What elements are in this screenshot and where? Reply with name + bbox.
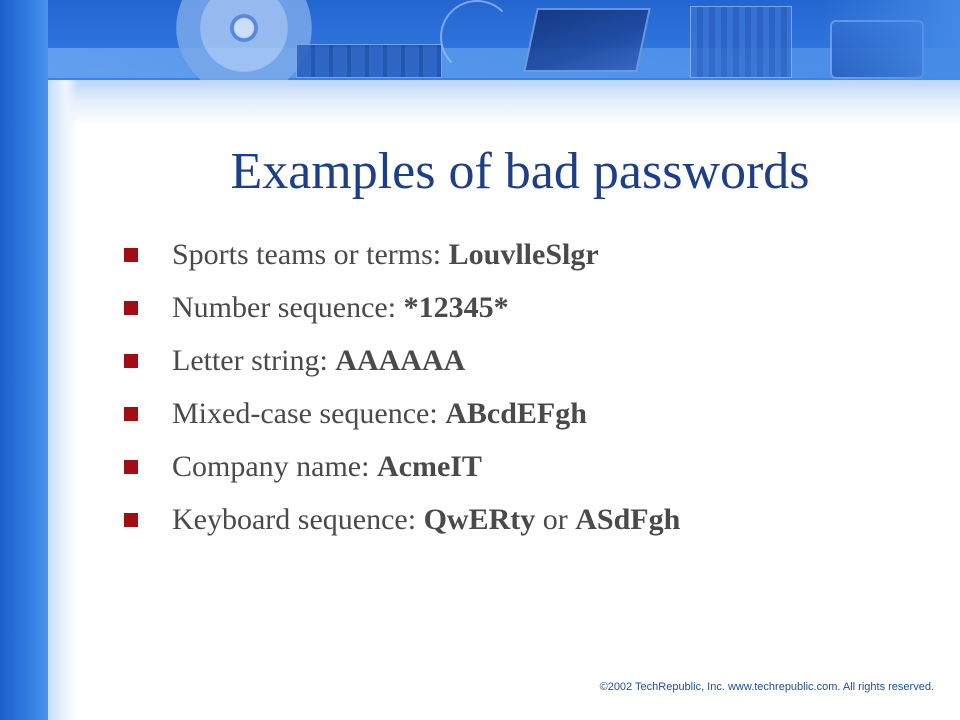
list-item xyxy=(124,387,680,440)
bullet-text xyxy=(172,445,482,489)
laptop-icon xyxy=(523,8,651,72)
bullet-text xyxy=(172,339,465,383)
bullet-example: *12345* xyxy=(403,290,509,324)
banner-glow xyxy=(48,80,960,126)
bullet-example: LouvlleSlgr xyxy=(448,237,599,271)
bullet-label: Company name: xyxy=(172,449,377,483)
list-item xyxy=(124,440,680,493)
bullet-text xyxy=(172,498,680,542)
square-bullet-icon xyxy=(124,407,138,421)
square-bullet-icon xyxy=(124,301,138,315)
square-bullet-icon xyxy=(124,354,138,368)
cd-disc-icon xyxy=(176,0,312,80)
slide-title: Examples of bad passwords xyxy=(230,143,810,200)
bullet-label: Sports teams or terms: xyxy=(172,237,449,271)
bullet-example: AcmeIT xyxy=(376,449,482,483)
square-bullet-icon xyxy=(124,248,138,262)
list-item xyxy=(124,281,680,334)
cable-icon xyxy=(440,0,514,74)
bullet-label: Mixed-case sequence: xyxy=(172,396,446,430)
bullet-text xyxy=(172,233,599,277)
bullet-text xyxy=(172,286,509,330)
bullet-example: AAAAAA xyxy=(335,343,466,377)
bullet-example: QwERty xyxy=(423,502,536,536)
bullet-example: ABcdEFgh xyxy=(445,396,587,430)
network-switch-icon xyxy=(296,44,442,78)
bullet-label: Keyboard sequence: xyxy=(172,502,424,536)
square-bullet-icon xyxy=(124,513,138,527)
bullet-label: Letter string: xyxy=(172,343,336,377)
bullet-example-2: ASdFgh xyxy=(575,502,681,536)
header-banner xyxy=(0,0,960,80)
banner-fade xyxy=(820,0,960,80)
list-item xyxy=(124,228,680,281)
bullet-label: Number sequence: xyxy=(172,290,404,324)
bullet-joiner: or xyxy=(535,502,576,536)
circuit-board-icon xyxy=(690,6,792,78)
list-item xyxy=(124,493,680,546)
bullet-list xyxy=(124,228,680,546)
list-item xyxy=(124,334,680,387)
left-sidebar-bar xyxy=(0,0,48,720)
bullet-text xyxy=(172,392,587,436)
square-bullet-icon xyxy=(124,460,138,474)
copyright-footer: ©2002 TechRepublic, Inc. www.techrepublic.com. All rights reserved. xyxy=(599,681,934,693)
